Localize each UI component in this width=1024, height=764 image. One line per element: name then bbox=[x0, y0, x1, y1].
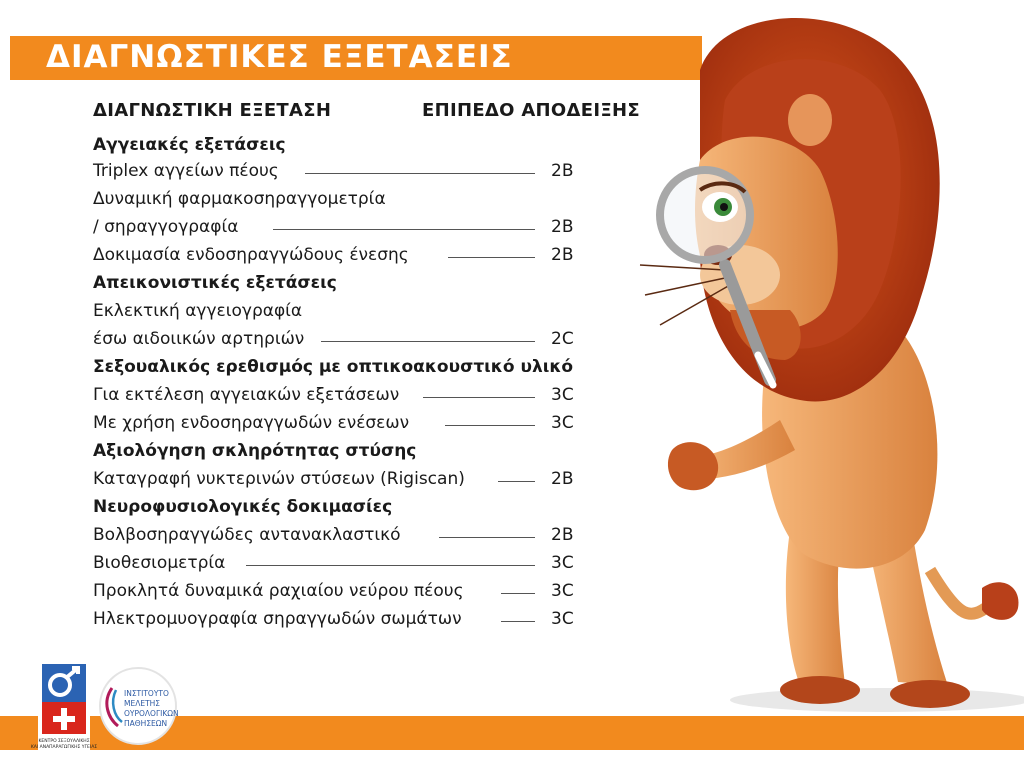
lion-mascot-illustration bbox=[630, 10, 1024, 716]
evidence-level: 2B bbox=[551, 469, 574, 489]
logo-line: ΙΝΣΤΙΤΟΥΤΟ bbox=[124, 689, 169, 698]
list-item bbox=[93, 606, 583, 632]
evidence-level: 2B bbox=[551, 525, 574, 545]
category-label: Σεξουαλικός ερεθισμός με οπτικοακουστικό υλικό bbox=[93, 357, 574, 377]
item-label: Βιοθεσιομετρία bbox=[93, 553, 226, 573]
list-item bbox=[93, 578, 583, 604]
column-header-level: ΕΠΙΠΕΔΟ ΑΠΟΔΕΙΞΗΣ bbox=[422, 100, 640, 121]
list-item bbox=[93, 242, 583, 268]
urology-institute-logo bbox=[98, 666, 178, 746]
category-heading bbox=[93, 132, 583, 158]
evidence-level: 3C bbox=[551, 553, 574, 573]
column-header-exam: ΔΙΑΓΝΩΣΤΙΚΗ ΕΞΕΤΑΣΗ bbox=[93, 100, 332, 121]
evidence-level: 2B bbox=[551, 217, 574, 237]
item-label: Με χρήση ενδοσηραγγωδών ενέσεων bbox=[93, 413, 410, 433]
list-item bbox=[93, 298, 583, 324]
item-label: Δυναμική φαρμακοσηραγγομετρία bbox=[93, 189, 386, 209]
leader-line bbox=[273, 229, 535, 230]
list-item bbox=[93, 186, 583, 212]
title-bar bbox=[10, 36, 702, 80]
leader-line bbox=[448, 257, 535, 258]
logo-line: ΠΑΘΗΣΕΩΝ bbox=[124, 719, 168, 728]
evidence-level: 3C bbox=[551, 609, 574, 629]
logo-caption: ΚΑΙ ΑΝΑΠΑΡΑΓΩΓΙΚΗΣ ΥΓΕΙΑΣ bbox=[30, 745, 98, 750]
category-heading bbox=[93, 494, 583, 520]
category-label: Απεικονιστικές εξετάσεις bbox=[93, 273, 337, 293]
category-label: Αξιολόγηση σκληρότητας στύσης bbox=[93, 441, 417, 461]
list-item bbox=[93, 466, 583, 492]
leader-line bbox=[445, 425, 535, 426]
leader-line bbox=[423, 397, 535, 398]
item-label: Ηλεκτρομυογραφία σηραγγωδών σωμάτων bbox=[93, 609, 462, 629]
item-label: Προκλητά δυναμικά ραχιαίου νεύρου πέους bbox=[93, 581, 464, 601]
category-label: Νευροφυσιολογικές δοκιμασίες bbox=[93, 497, 393, 517]
logo-caption: ΚΕΝΤΡΟ ΣΕΞΟΥΑΛΙΚΗΣ bbox=[38, 739, 90, 744]
category-heading bbox=[93, 354, 583, 380]
evidence-level: 2B bbox=[551, 245, 574, 265]
item-label: Για εκτέλεση αγγειακών εξετάσεων bbox=[93, 385, 400, 405]
evidence-level: 3C bbox=[551, 385, 574, 405]
evidence-level: 2B bbox=[551, 161, 574, 181]
evidence-level: 3C bbox=[551, 413, 574, 433]
list-item bbox=[93, 550, 583, 576]
evidence-level: 3C bbox=[551, 581, 574, 601]
logo-line: ΟΥΡΟΛΟΓΙΚΩΝ bbox=[124, 709, 179, 718]
leader-line bbox=[305, 173, 535, 174]
leader-line bbox=[246, 565, 535, 566]
list-item bbox=[93, 214, 583, 240]
logo-line: ΜΕΛΕΤΗΣ bbox=[124, 699, 161, 708]
page-title: ΔΙΑΓΝΩΣΤΙΚΕΣ ΕΞΕΤΑΣΕΙΣ bbox=[46, 39, 513, 75]
list-item bbox=[93, 158, 583, 184]
leader-line bbox=[439, 537, 535, 538]
leader-line bbox=[501, 621, 535, 622]
leader-line bbox=[498, 481, 535, 482]
list-item bbox=[93, 522, 583, 548]
leader-line bbox=[501, 593, 535, 594]
category-heading bbox=[93, 270, 583, 296]
leader-line bbox=[321, 341, 535, 342]
item-label: Βολβοσηραγγώδες αντανακλαστικό bbox=[93, 525, 401, 545]
item-label: Καταγραφή νυκτερινών στύσεων (Rigiscan) bbox=[93, 469, 465, 489]
item-label: Εκλεκτική αγγειογραφία bbox=[93, 301, 303, 321]
list-item bbox=[93, 382, 583, 408]
list-item bbox=[93, 410, 583, 436]
item-label: έσω αιδοιικών αρτηριών bbox=[93, 329, 305, 349]
evidence-level: 2C bbox=[551, 329, 574, 349]
sexual-health-center-logo bbox=[30, 660, 98, 754]
category-label: Αγγειακές εξετάσεις bbox=[93, 135, 286, 155]
category-heading bbox=[93, 438, 583, 464]
item-label: Δοκιμασία ενδοσηραγγώδους ένεσης bbox=[93, 245, 409, 265]
item-label: / σηραγγογραφία bbox=[93, 217, 239, 237]
item-label: Triplex αγγείων πέους bbox=[93, 161, 279, 181]
list-item bbox=[93, 326, 583, 352]
